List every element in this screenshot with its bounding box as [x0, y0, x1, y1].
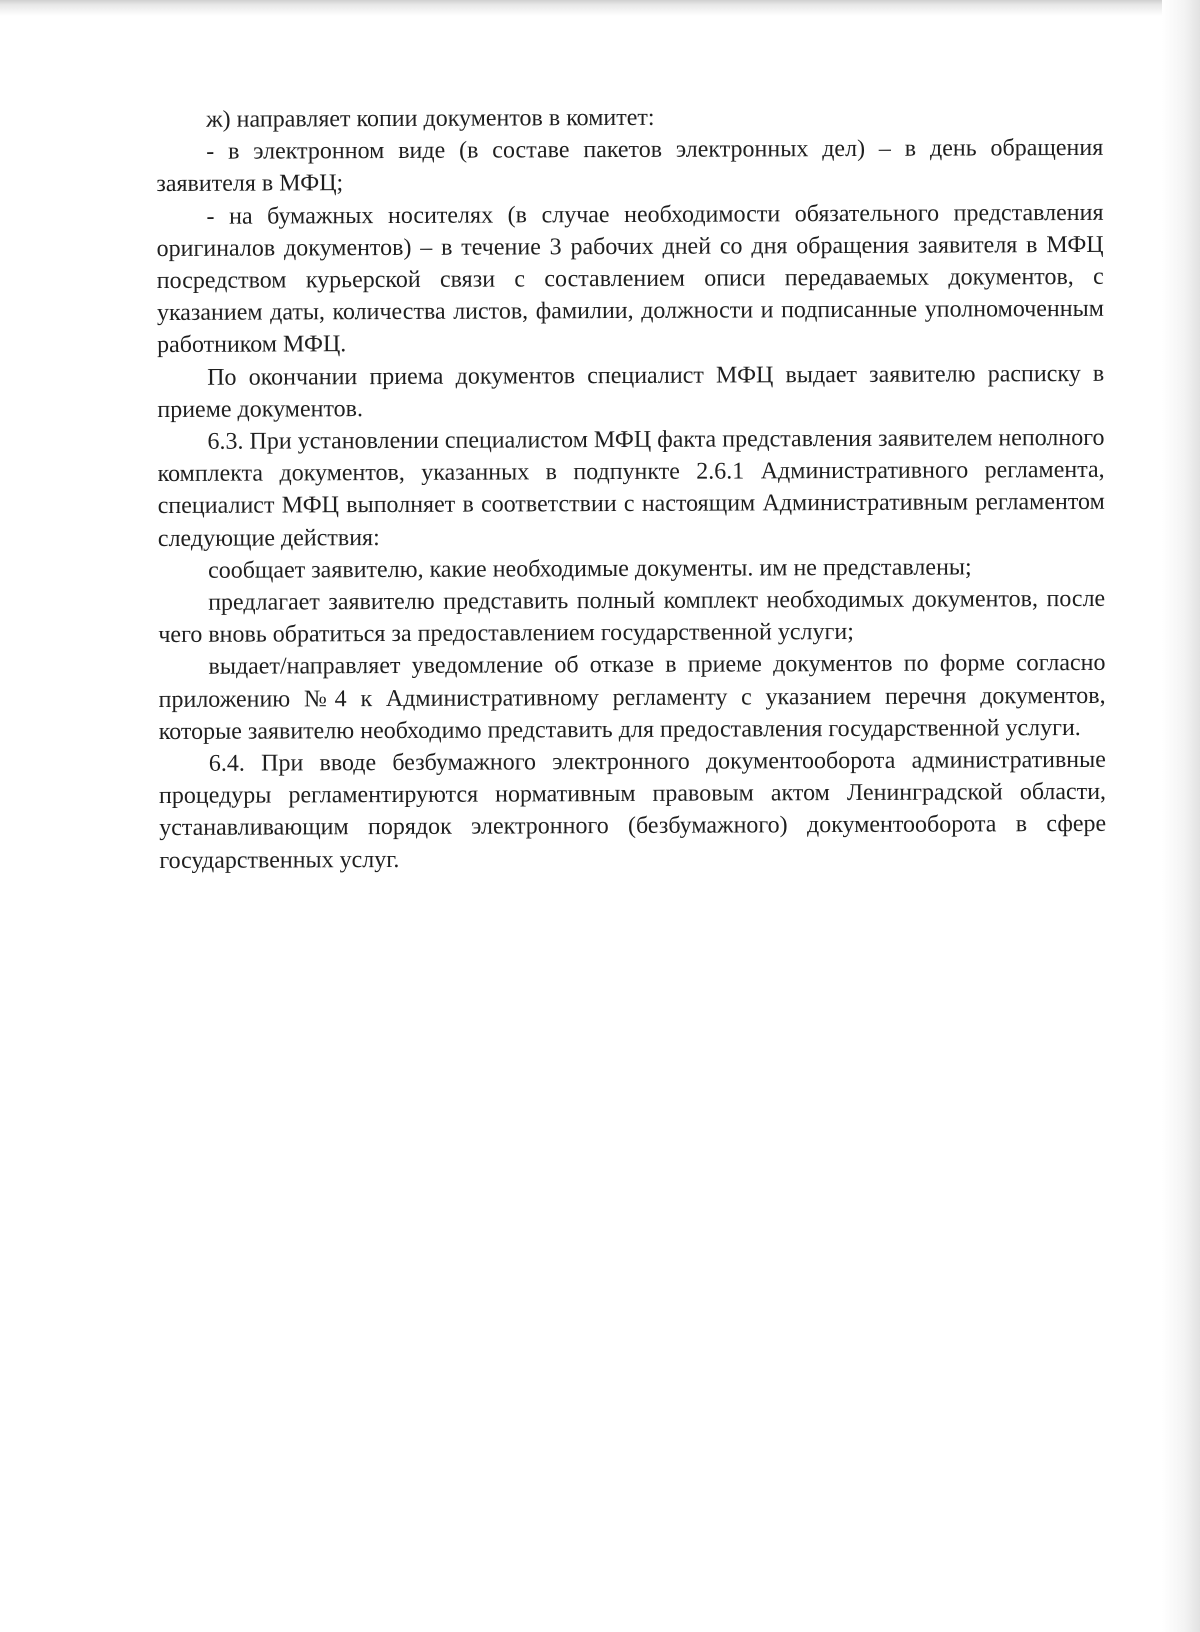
paragraph-6-3: 6.3. При установлении специалистом МФЦ факта представления заявителем неполного комплекта документов, указанных в подпункте 2.6.1 Административного регламента, специалист МФЦ выполняет в соответствии с настоящим Административным регламентом следующие действия:	[157, 424, 1105, 552]
paragraph-electronic: - в электронном виде (в составе пакетов электронных дел) – в день обращения заявителя в МФЦ;	[156, 135, 1104, 198]
scan-right-edge	[1162, 0, 1200, 1632]
paragraph-offers: предлагает заявителю представить полный комплект необходимых документов, после чего вновь обратиться за предоставлением государственной услуги;	[158, 585, 1106, 649]
paragraph-zh: ж) направляет копии документов в комитет:	[206, 104, 655, 133]
paragraph-refusal-notice: выдает/направляет уведомление об отказе в приеме документов по форме согласно приложению №4 к Административному регламенту с указанием перечня документов, которые заявителю необходимо представить для предоставления государственной услуги.	[158, 650, 1106, 745]
paragraph-receipt: По окончании приема документов специалист МФЦ выдает заявителю расписку в приеме документов.	[157, 360, 1105, 423]
paragraph-informs: сообщает заявителю, какие необходимые документы. им не представлены;	[207, 554, 972, 584]
paragraph-6-4: 6.4. При вводе безбумажного электронного документооборота административные процедуры регламентируются нормативным правовым актом Ленинградской области, устанавливающим порядок электронного (безбумажного) документооборота в сфере государственных услуг.	[158, 746, 1107, 874]
document-page	[156, 100, 1106, 877]
scan-top-edge	[0, 0, 1200, 16]
paragraph-paper: - на бумажных носителях (в случае необходимости обязательного представления оригиналов документов) – в течение 3 рабочих дней со дня обращения заявителя в МФЦ посредством курьерской связи с составлением описи передаваемых документов, с указанием даты, количества листов, фамилии, должности и подписанные уполномоченным работником МФЦ.	[156, 199, 1104, 359]
